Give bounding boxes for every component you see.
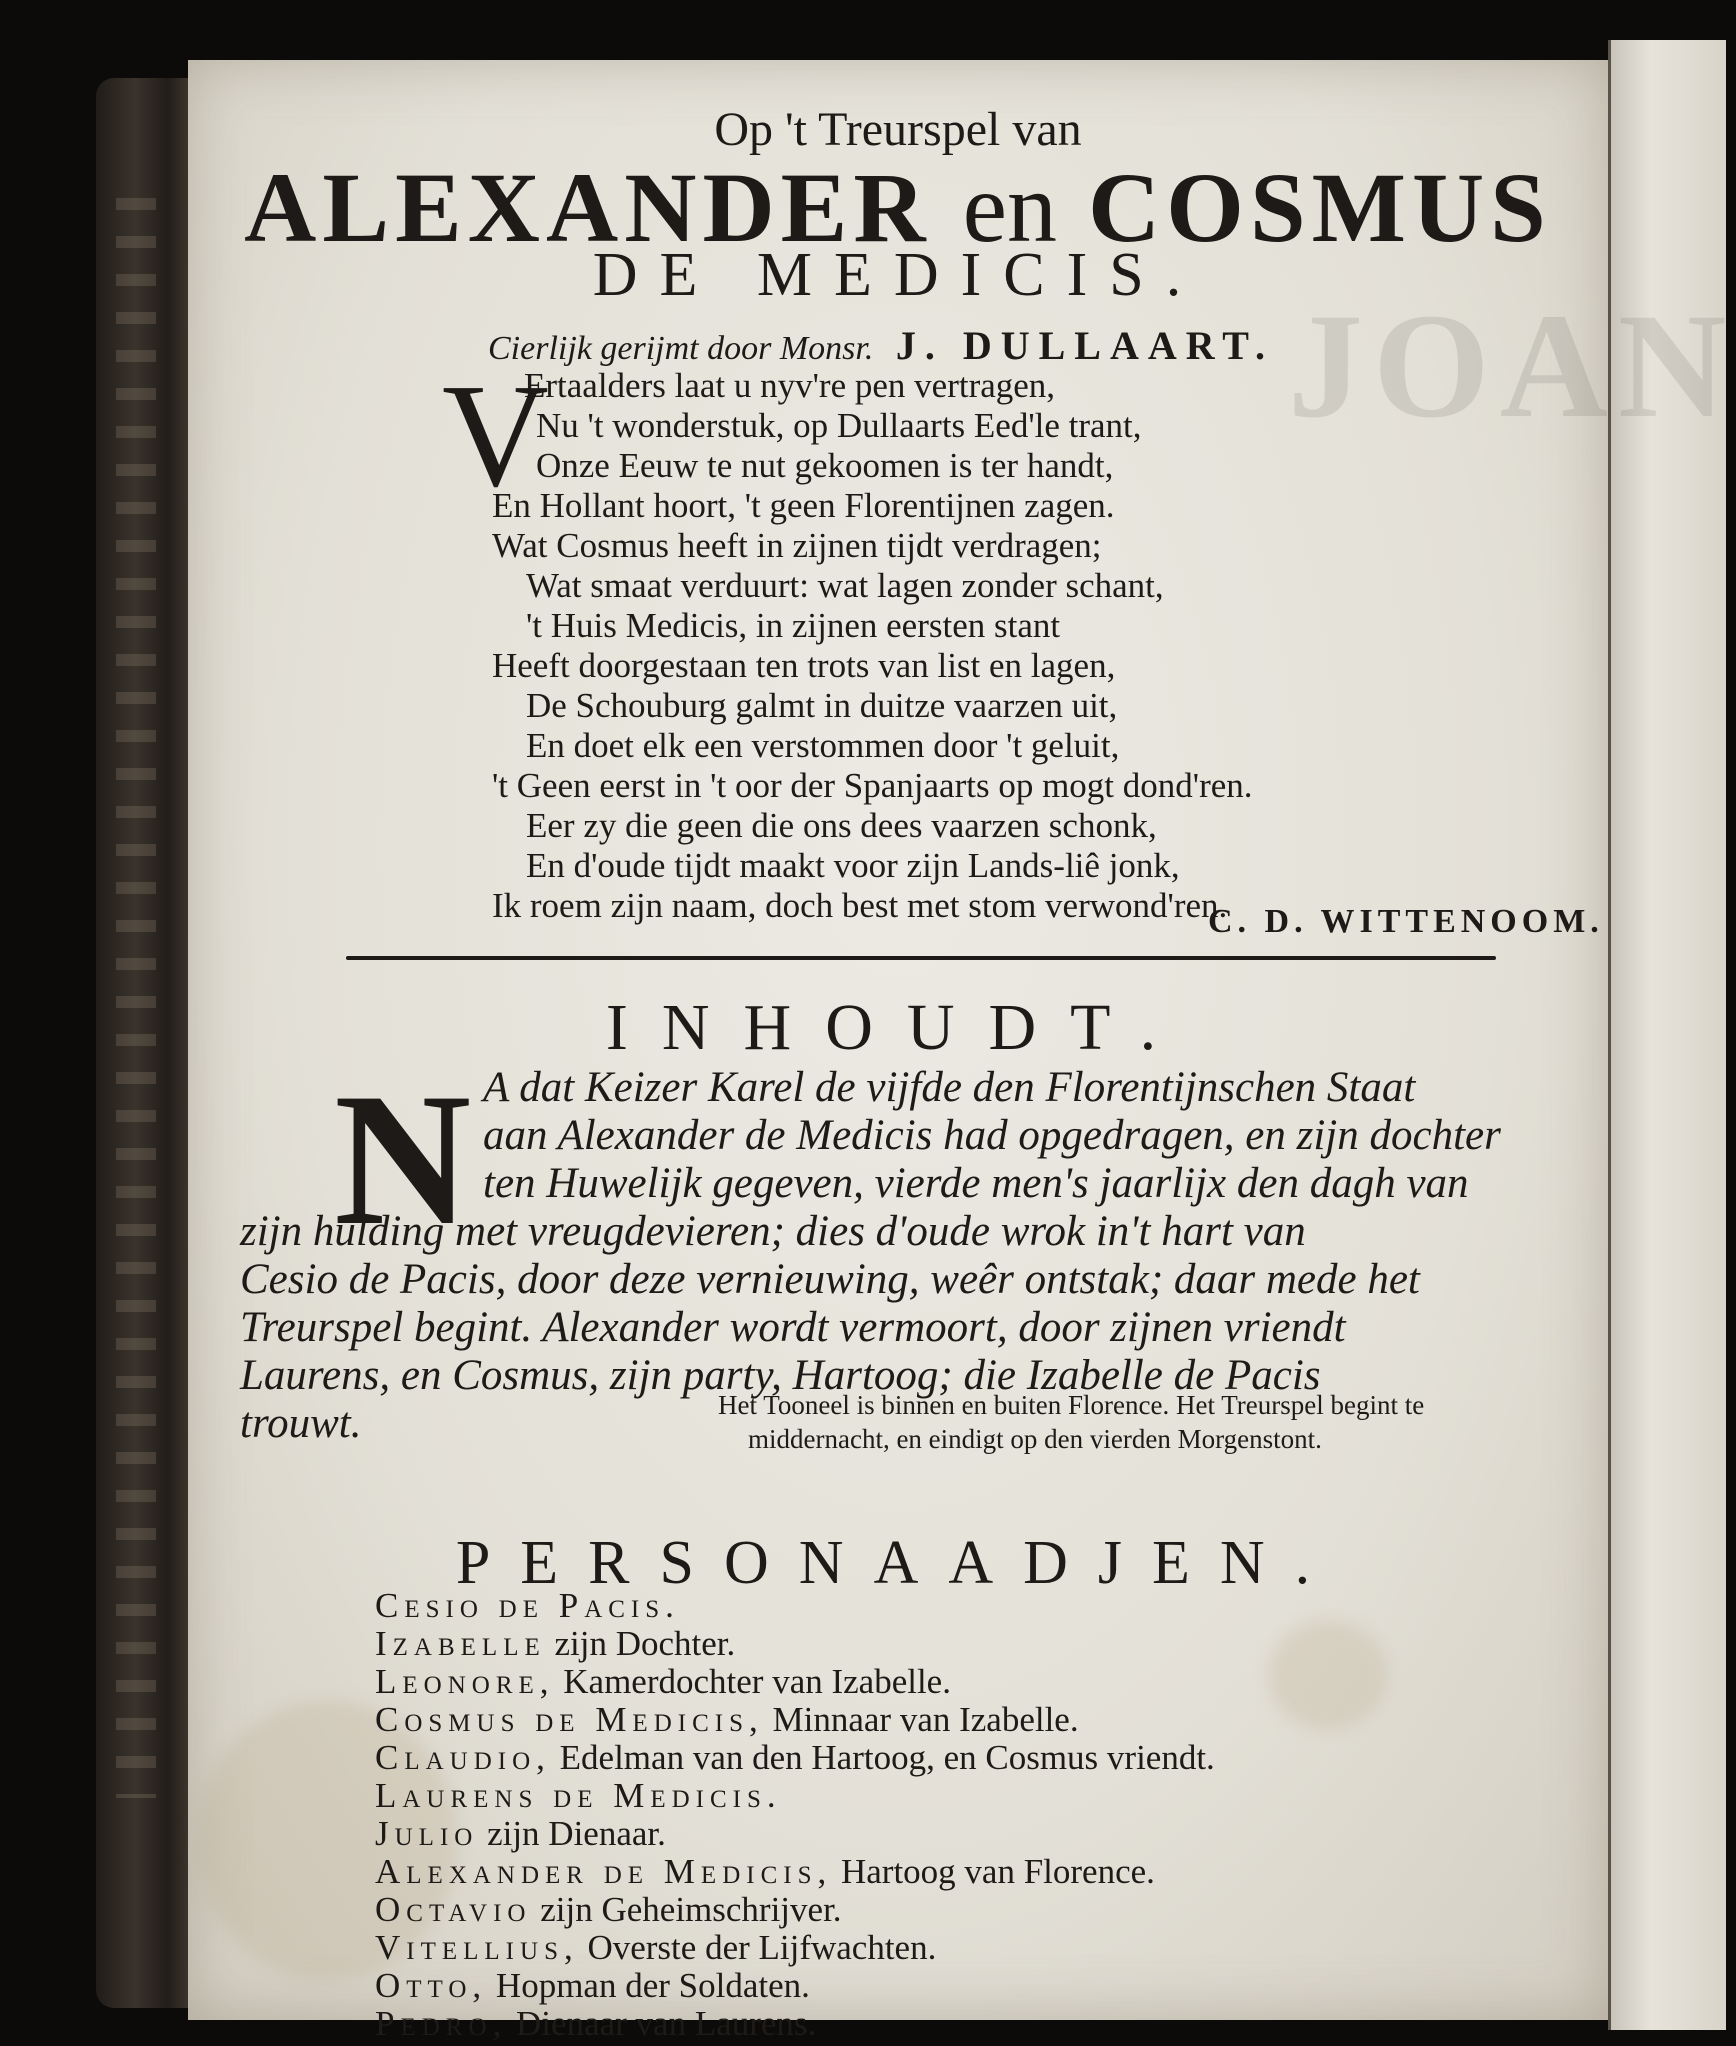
cast-role: Hartoog van Florence. [840,1852,1155,1891]
inhoudt-line: Treurspel begint. Alexander wordt vermoort, door zijnen vriendt [240,1304,1346,1351]
cast-name: Octavio [375,1890,532,1929]
poem-line: Wat Cosmus heeft in zijnen tijdt verdragen; [492,526,1102,565]
poem-line: Onze Eeuw te nut gekoomen is ter handt, [536,446,1114,485]
title-de-medicis: DE MEDICIS. [592,241,1204,309]
poem-line: Ertaalders laat u nyv're pen vertragen, [524,366,1056,405]
cast-entry [375,1664,951,1699]
poem-line: En Hollant hoort, 't geen Florentijnen zagen. [492,486,1115,525]
title-en: en [962,152,1057,263]
poem-line: De Schouburg galmt in duitze vaarzen uit, [526,686,1118,725]
cast-entry [375,1626,735,1661]
inhoudt-line: trouwt. [240,1400,362,1447]
inhoudt-dropcap: N [334,1055,472,1265]
cast-name: Laurens de Medicis. [375,1776,782,1815]
cast-role: Kamerdochter van Izabelle. [563,1662,951,1701]
cast-name: Cesio de Pacis. [375,1586,680,1625]
poem-line: Wat smaat verduurt: wat lagen zonder schant, [526,566,1164,605]
poem-line: Heeft doorgestaan ten trots van list en lagen, [492,646,1116,685]
title-alexander: ALEXANDER [244,152,932,263]
inhoudt-line: aan Alexander de Medicis had opgedragen, en zijn dochter [483,1112,1501,1159]
cast-name: Izabelle [375,1624,546,1663]
cast-name: Otto, [375,1966,488,2005]
poem-dropcap: V [442,354,549,518]
cast-role: zijn Dienaar. [487,1814,666,1853]
dedication-prefix: Cierlijk gerijmt door Monsr. [488,330,874,367]
cast-entry [375,2006,816,2041]
cast-name: Pedro, [375,2004,508,2043]
dedication-author: J. DULLAART. [895,323,1274,368]
cast-entry [375,1930,936,1965]
dedication [488,322,1274,369]
cast-entry [375,1588,680,1623]
poem-line: 't Geen eerst in 't oor der Spanjaarts op mogt dond'ren. [492,766,1253,805]
cast-role: Edelman van den Hartoog, en Cosmus vriendt. [559,1738,1215,1777]
title-cosmus: COSMUS [1087,152,1552,263]
inhoudt-line: A dat Keizer Karel de vijfde den Florentijnschen Staat [483,1064,1416,1111]
inhoudt-line: Cesio de Pacis, door deze vernieuwing, weêr ontstak; daar mede het [240,1256,1420,1303]
stage-note-line: Het Tooneel is binnen en buiten Florence. Het Treurspel begint te [718,1390,1425,1420]
poem-line: Ik roem zijn naam, doch best met stom verwond'ren. [492,886,1228,925]
cast-name: Vitellius, [375,1928,579,1967]
show-through-text: JOAN [1288,283,1736,449]
inhoudt-title: INHOUDT. [605,991,1191,1064]
cast-role: zijn Geheimschrijver. [540,1890,842,1929]
cast-role: Minnaar van Izabelle. [772,1700,1079,1739]
cast-entry [375,1854,1155,1889]
stage-note-line: middernacht, en eindigt op den vierden Morgenstont. [748,1424,1322,1454]
poem-line: 't Huis Medicis, in zijnen eersten stant [526,606,1061,645]
cast-name: Julio [375,1814,479,1853]
cast-entry [375,1740,1215,1775]
book-page [188,60,1736,2043]
divider-rule [346,956,1496,960]
cast-role: Overste der Lijfwachten. [587,1928,937,1967]
inhoudt-line: zijn hulding met vreugdevieren; dies d'oude wrok in't hart van [240,1208,1306,1255]
title-subtitle: Op 't Treurspel van [714,103,1082,156]
cast-name: Cosmus de Medicis, [375,1700,764,1739]
inhoudt-line: ten Huwelijk gegeven, vierde men's jaarlijx den dagh van [483,1160,1469,1207]
cast-role: Dienaar van Laurens. [516,2004,817,2043]
cast-entry [375,1968,810,2003]
paper-stain [1268,1620,1388,1730]
poem-line: Eer zy die geen die ons dees vaarzen schonk, [526,806,1157,845]
cast-role: Hopman der Soldaten. [495,1966,810,2005]
poem-signature: C. D. WITTENOOM. [1208,903,1604,940]
poem-line: En doet elk een verstommen door 't geluit, [526,726,1120,765]
poem-line: En d'oude tijdt maakt voor zijn Lands-liê jonk, [526,846,1180,885]
cast-entry [375,1778,782,1813]
cast-role: zijn Dochter. [554,1624,736,1663]
cast-entry [375,1892,842,1927]
inhoudt-line: Laurens, en Cosmus, zijn party, Hartoog; die Izabelle de Pacis [240,1352,1321,1399]
cast-name: Leonore, [375,1662,555,1701]
cast-name: Alexander de Medicis, [375,1852,833,1891]
personaadjen-title: PERSONAADJEN. [455,1529,1341,1597]
cast-entry [375,1816,666,1851]
cast-entry [375,1702,1079,1737]
poem-line: Nu 't wonderstuk, op Dullaarts Eed'le trant, [536,406,1142,445]
cast-name: Claudio, [375,1738,551,1777]
